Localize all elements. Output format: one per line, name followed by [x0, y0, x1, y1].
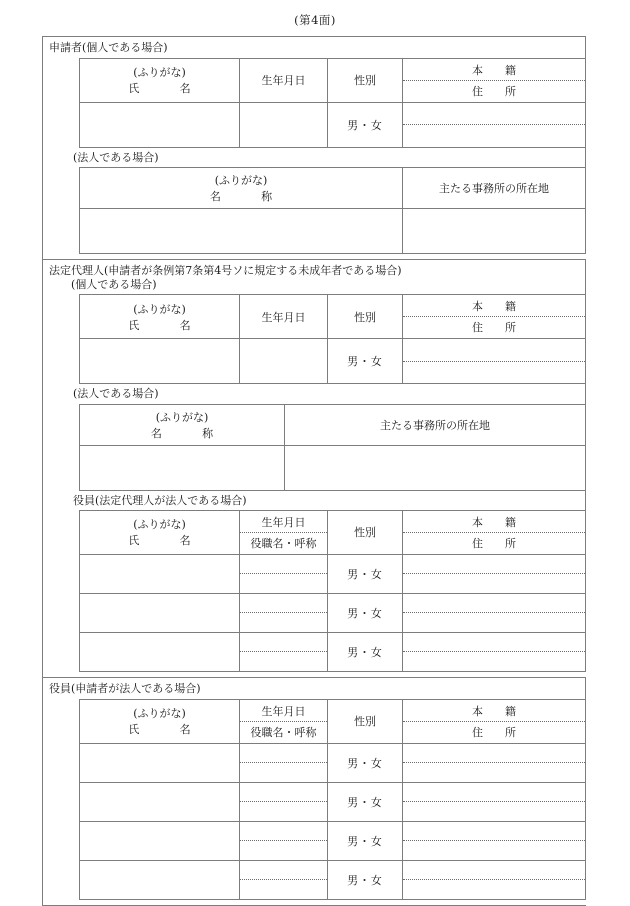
table-header-row: [80, 58, 586, 102]
subsection-title-applicant-corp: (法人である場合): [73, 150, 159, 164]
input-domicile[interactable]: [403, 593, 586, 632]
section-subtitle-text: (個人である場合): [71, 277, 157, 291]
jusho-label: 住 所: [403, 80, 585, 102]
legal-rep-corp-table: [79, 404, 586, 491]
furigana-label: (ふりがな): [155, 410, 209, 424]
header-corp-name-cell: [80, 167, 403, 208]
input-gender[interactable]: 男・女: [328, 632, 403, 671]
header-office-address-cell: 主たる事務所の所在地: [403, 167, 586, 208]
input-gender[interactable]: 男・女: [328, 821, 403, 860]
table-header-row: [80, 167, 586, 208]
furigana-label: (ふりがな): [133, 707, 186, 721]
input-domicile[interactable]: [403, 821, 586, 860]
furigana-label: (ふりがな): [214, 173, 268, 187]
table-row: [80, 860, 586, 899]
header-domicile-cell: [403, 58, 586, 102]
input-domicile[interactable]: [403, 743, 586, 782]
table-row: [80, 339, 586, 384]
input-domicile[interactable]: [403, 782, 586, 821]
header-birthdate-post-cell: [240, 510, 328, 554]
input-name[interactable]: [80, 821, 240, 860]
input-gender[interactable]: 男・女: [328, 554, 403, 593]
input-name[interactable]: [80, 554, 240, 593]
birthdate-label: 生年月日: [261, 515, 306, 529]
table-header-row: [80, 404, 586, 445]
header-name-cell: [80, 699, 240, 743]
input-domicile[interactable]: [403, 554, 586, 593]
header-name-cell: [80, 295, 240, 339]
header-gender-cell: 性別: [328, 510, 403, 554]
input-birthdate-post[interactable]: [240, 593, 328, 632]
furigana-label: (ふりがな): [133, 66, 186, 80]
section-title-legal-representative: [43, 260, 585, 295]
page-title: (第4面): [294, 13, 336, 27]
input-name[interactable]: [80, 860, 240, 899]
corp-name-label: 名 称: [209, 189, 279, 203]
input-birthdate-post[interactable]: [240, 632, 328, 671]
input-name[interactable]: [80, 782, 240, 821]
table-row: [80, 102, 586, 147]
table-row: [80, 445, 586, 490]
header-domicile-cell: [403, 699, 586, 743]
header-domicile-cell: [403, 510, 586, 554]
section-title-officers-applicant: 役員(申請者が法人である場合): [49, 681, 201, 695]
post-title-label: 役職名・呼称: [240, 532, 327, 554]
header-office-address-cell: 主たる事務所の所在地: [285, 404, 586, 445]
form-outer-frame: [42, 36, 586, 906]
input-gender[interactable]: 男・女: [328, 782, 403, 821]
table-row: [80, 208, 586, 253]
section-officers-applicant: [43, 678, 585, 905]
input-domicile[interactable]: [403, 102, 586, 147]
header-gender-cell: 性別: [328, 58, 403, 102]
input-name[interactable]: [80, 593, 240, 632]
input-name[interactable]: [80, 102, 240, 147]
input-birthdate[interactable]: [240, 339, 328, 384]
honseki-label: 本 籍: [472, 704, 516, 718]
jusho-label: 住 所: [403, 316, 585, 338]
honseki-label: 本 籍: [472, 515, 516, 529]
name-label: 氏 名: [128, 534, 197, 548]
input-birthdate-post[interactable]: [240, 821, 328, 860]
furigana-label: (ふりがな): [133, 518, 186, 532]
section-applicant: [43, 37, 585, 260]
input-name[interactable]: [80, 339, 240, 384]
input-birthdate[interactable]: [240, 102, 328, 147]
input-birthdate-post[interactable]: [240, 743, 328, 782]
jusho-label: 住 所: [403, 721, 585, 743]
input-domicile[interactable]: [403, 339, 586, 384]
input-corp-name[interactable]: [80, 445, 285, 490]
subsection-title-legal-rep-corp: (法人である場合): [73, 387, 159, 401]
header-corp-name-cell: [80, 404, 285, 445]
honseki-label: 本 籍: [472, 300, 516, 314]
header-birthdate-post-cell: [240, 699, 328, 743]
post-title-label: 役職名・呼称: [240, 721, 327, 743]
table-row: [80, 632, 586, 671]
table-header-row: [80, 510, 586, 554]
header-birthdate-cell: 生年月日: [240, 295, 328, 339]
table-row: [80, 593, 586, 632]
corp-name-label: 名 称: [150, 426, 220, 440]
legal-rep-person-table: [79, 294, 586, 384]
legal-rep-officer-table: [79, 510, 586, 677]
applicant-officer-table: [79, 699, 586, 905]
input-domicile[interactable]: [403, 632, 586, 671]
input-gender[interactable]: 男・女: [328, 593, 403, 632]
input-gender[interactable]: 男・女: [328, 102, 403, 147]
input-gender[interactable]: 男・女: [328, 860, 403, 899]
input-birthdate-post[interactable]: [240, 554, 328, 593]
table-row: [80, 743, 586, 782]
table-row: [80, 821, 586, 860]
honseki-label: 本 籍: [472, 63, 516, 77]
applicant-corp-table: [79, 167, 586, 259]
input-corp-name[interactable]: [80, 208, 403, 253]
input-domicile[interactable]: [403, 860, 586, 899]
input-birthdate-post[interactable]: [240, 782, 328, 821]
input-name[interactable]: [80, 632, 240, 671]
input-office-address[interactable]: [285, 445, 586, 490]
section-legal-representative: [43, 260, 585, 678]
header-birthdate-cell: 生年月日: [240, 58, 328, 102]
table-row: [80, 554, 586, 593]
furigana-label: (ふりがな): [133, 302, 186, 316]
name-label: 氏 名: [128, 723, 197, 737]
header-gender-cell: 性別: [328, 699, 403, 743]
input-gender[interactable]: 男・女: [328, 339, 403, 384]
subsection-title-legal-rep-officers: 役員(法定代理人が法人である場合): [73, 493, 247, 507]
name-label: 氏 名: [128, 318, 197, 332]
header-name-cell: [80, 58, 240, 102]
header-name-cell: [80, 510, 240, 554]
jusho-label: 住 所: [403, 532, 585, 554]
table-header-row: [80, 699, 586, 743]
applicant-person-table: [79, 58, 586, 148]
input-birthdate-post[interactable]: [240, 860, 328, 899]
birthdate-label: 生年月日: [261, 704, 306, 718]
header-gender-cell: 性別: [328, 295, 403, 339]
header-domicile-cell: [403, 295, 586, 339]
table-row: [80, 782, 586, 821]
input-office-address[interactable]: [403, 208, 586, 253]
section-title-text: 法定代理人(申請者が条例第7条第4号ソに規定する未成年者である場合): [49, 263, 402, 277]
input-gender[interactable]: 男・女: [328, 743, 403, 782]
name-label: 氏 名: [128, 82, 197, 96]
section-title-applicant: 申請者(個人である場合): [49, 41, 168, 54]
table-header-row: [80, 295, 586, 339]
input-name[interactable]: [80, 743, 240, 782]
